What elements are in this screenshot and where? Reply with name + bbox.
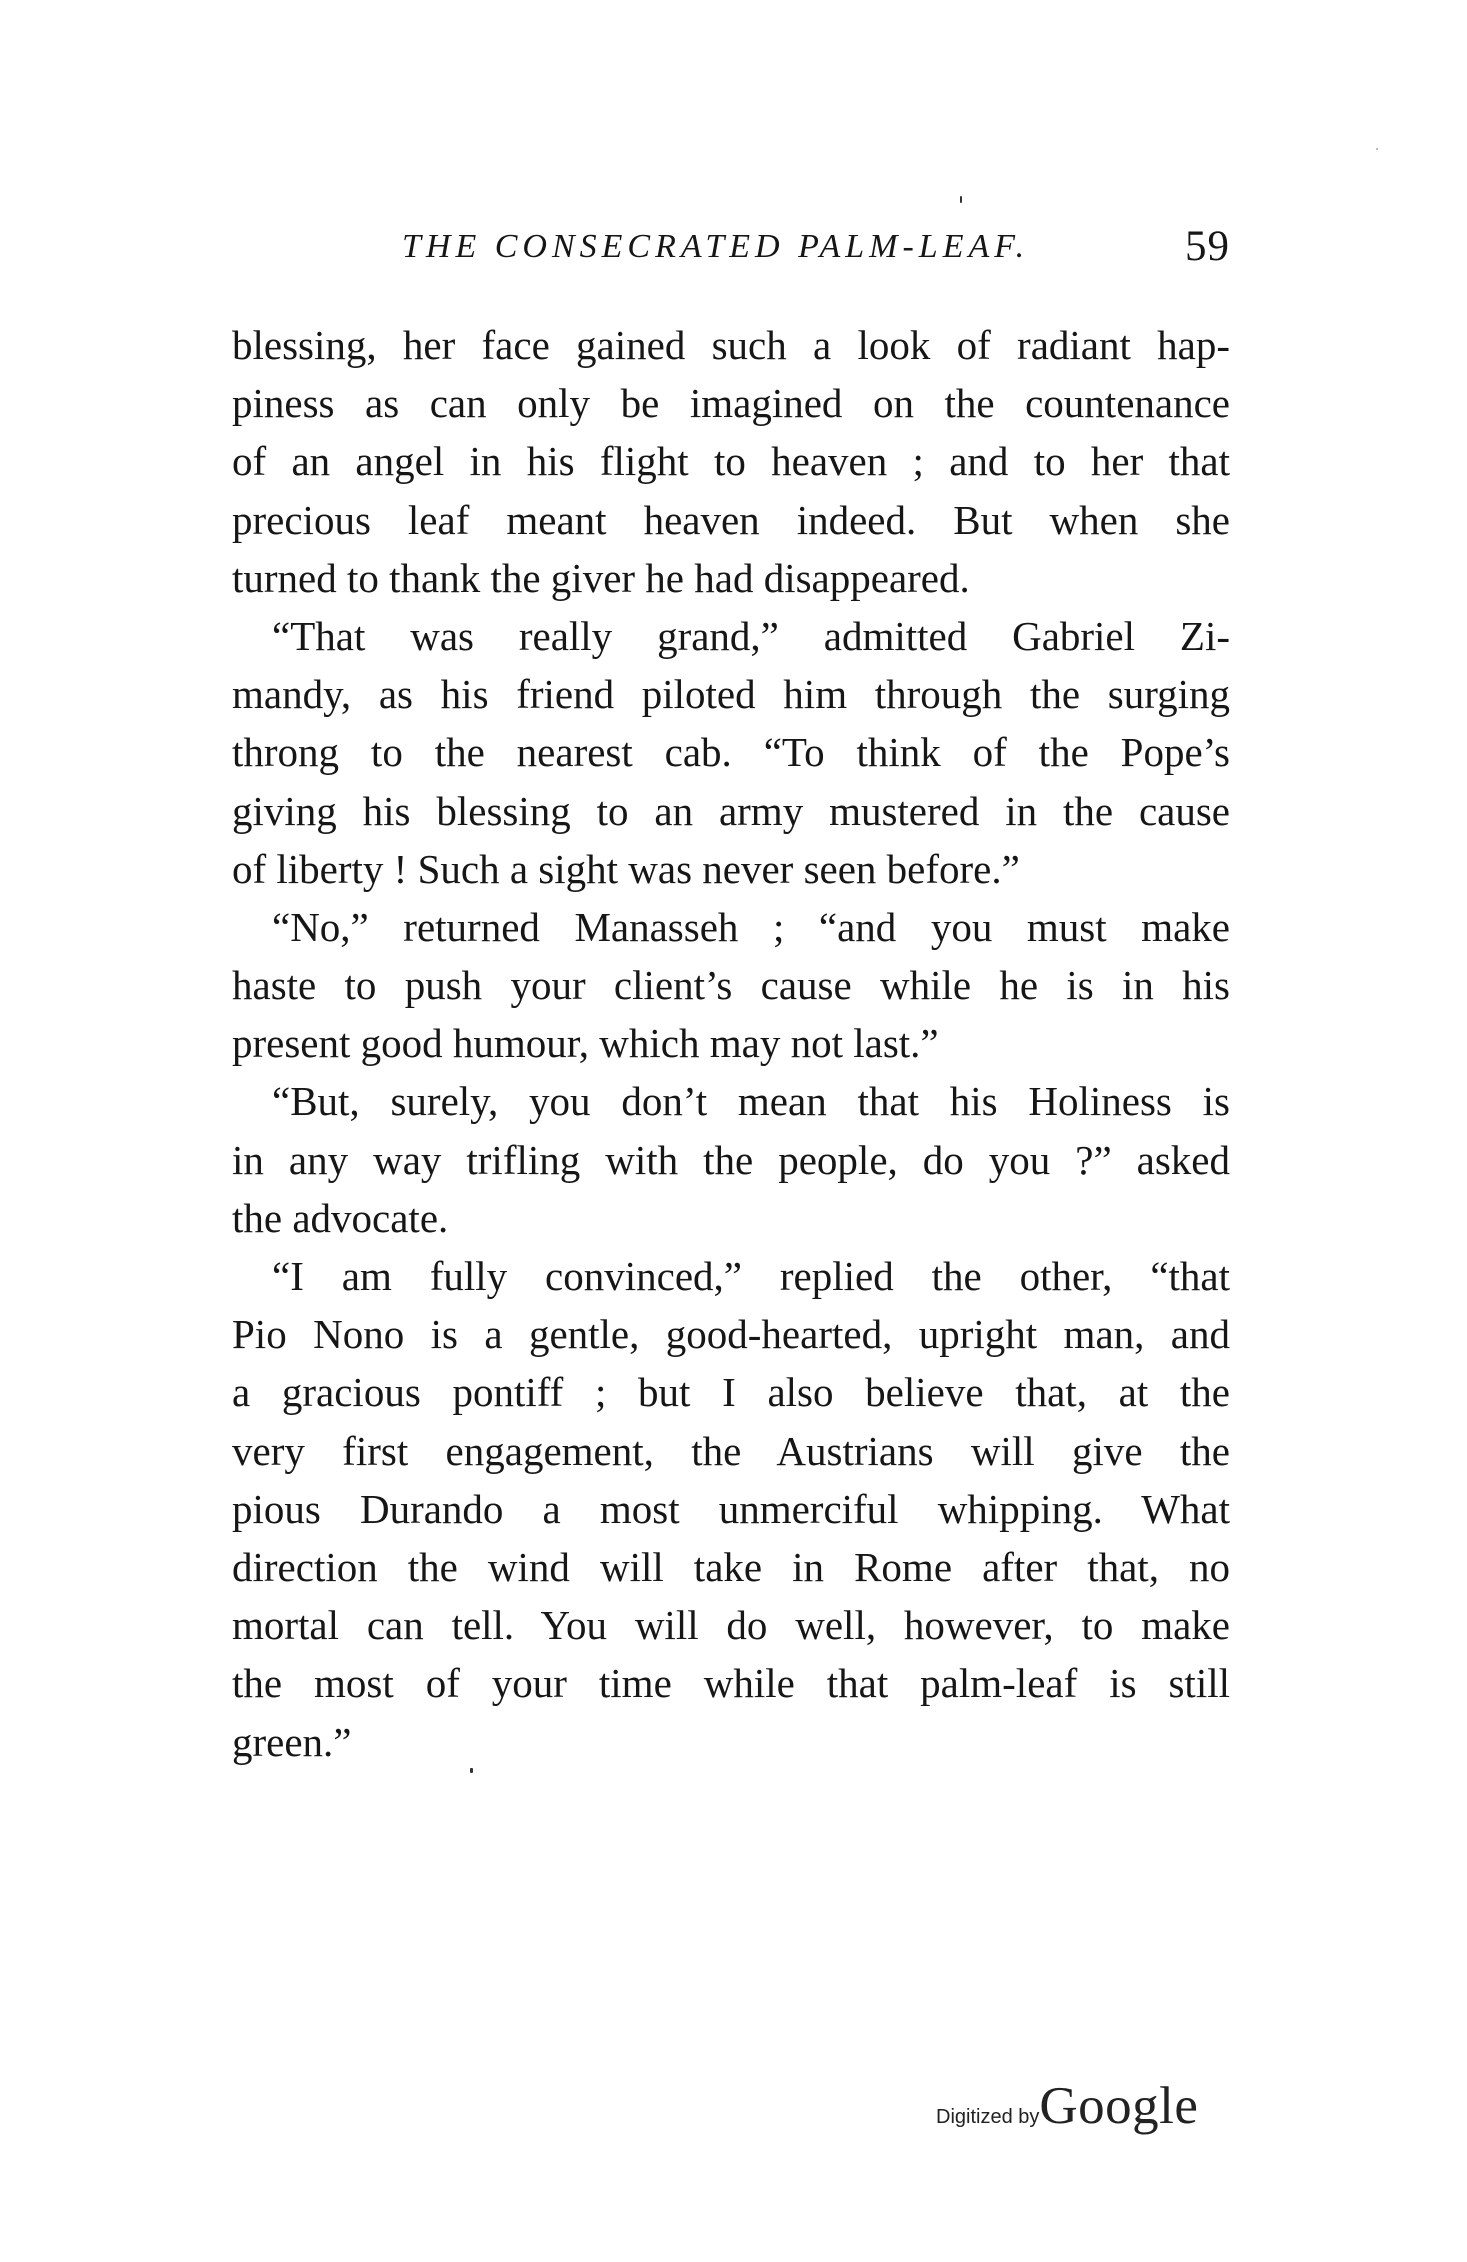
- text-line: piness as can only be imagined on the countenance: [232, 380, 1230, 427]
- text-line: “But, surely, you don’t mean that his Holiness is: [272, 1078, 1230, 1125]
- text-line: haste to push your client’s cause while he is in his: [232, 962, 1230, 1009]
- page-header: [232, 222, 1230, 282]
- digitized-by-label: Digitized by: [936, 2106, 1040, 2128]
- text-line: mandy, as his friend piloted him through the surging: [232, 671, 1230, 718]
- text-line: Pio Nono is a gentle, good-hearted, upright man, and: [232, 1311, 1230, 1358]
- ink-speck: [470, 1768, 473, 1773]
- text-line: “No,” returned Manasseh ; “and you must make: [272, 903, 1230, 950]
- text-line: giving his blessing to an army mustered in the cause: [232, 787, 1230, 834]
- text-line: pious Durando a most unmerciful whipping. What: [232, 1485, 1230, 1532]
- text-line: “That was really grand,” admitted Gabriel Zi-: [272, 612, 1230, 659]
- text-line: present good humour, which may not last.”: [232, 1020, 939, 1067]
- text-line: of liberty ! Such a sight was never seen before.”: [232, 845, 1020, 892]
- page-number: 59: [1185, 223, 1230, 270]
- text-line: direction the wind will take in Rome after that, no: [232, 1543, 1230, 1590]
- text-line: green.”: [232, 1718, 352, 1765]
- running-title: THE CONSECRATED PALM-LEAF.: [402, 228, 1030, 265]
- text-line: “I am fully convinced,” replied the other, “that: [272, 1253, 1230, 1299]
- digitized-by-google: [936, 2076, 1198, 2136]
- ink-speck: [960, 196, 962, 203]
- text-line: very first engagement, the Austrians will give the: [232, 1427, 1230, 1474]
- text-line: a gracious pontiff ; but I also believe that, at the: [232, 1369, 1230, 1416]
- body-text: [232, 316, 1230, 1771]
- google-logo: Google: [1039, 2077, 1199, 2135]
- text-line: the most of your time while that palm-leaf is still: [232, 1660, 1230, 1707]
- text-line: of an angel in his flight to heaven ; and to her that: [232, 438, 1230, 485]
- text-line: throng to the nearest cab. “To think of the Pope’s: [232, 729, 1230, 776]
- text-line: in any way trifling with the people, do you ?” asked: [232, 1136, 1230, 1183]
- text-line: turned to thank the giver he had disappeared.: [232, 554, 970, 601]
- text-line: precious leaf meant heaven indeed. But when she: [232, 496, 1230, 543]
- text-line: the advocate.: [232, 1194, 449, 1241]
- text-line: mortal can tell. You will do well, however, to make: [232, 1602, 1230, 1649]
- edge-mark: [1376, 148, 1378, 150]
- text-line: blessing, her face gained such a look of radiant hap-: [232, 322, 1230, 368]
